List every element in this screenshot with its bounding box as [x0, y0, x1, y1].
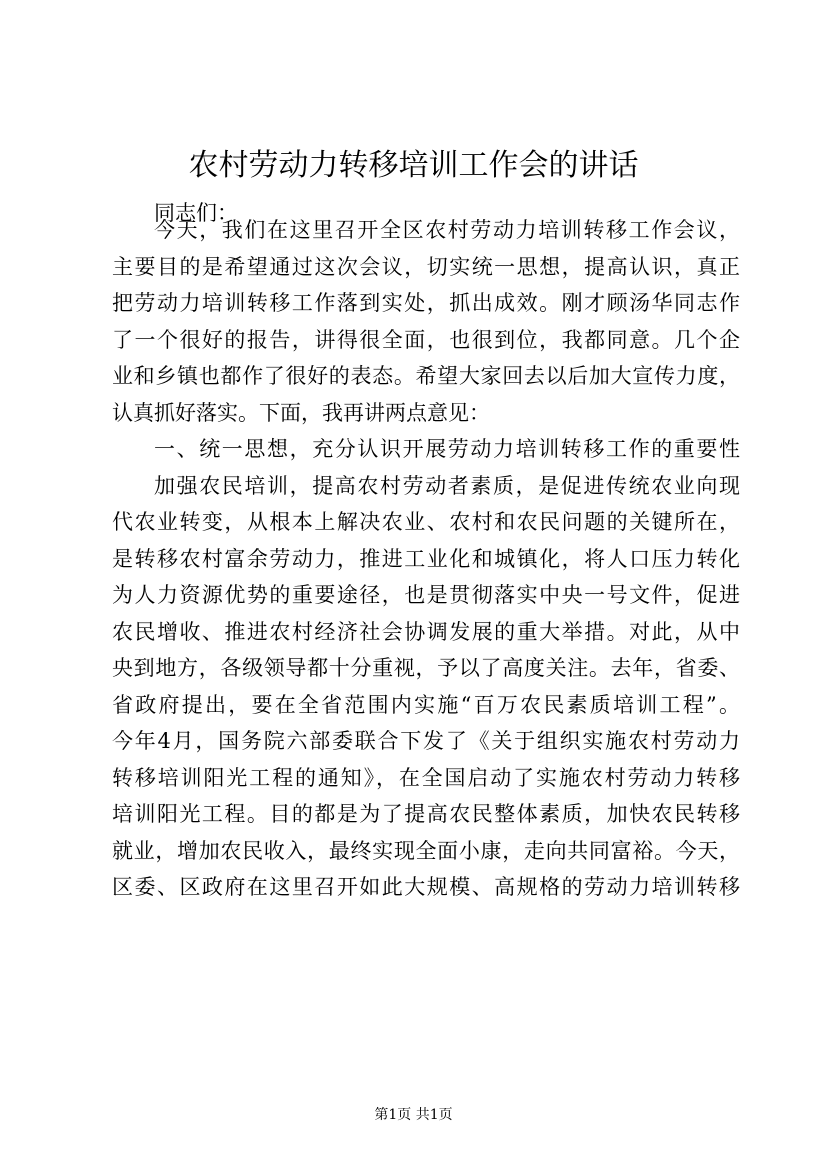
paragraph-2-line-7: 省政府提出，要在全省范围内实施“百万农民素质培训工程”。: [112, 693, 740, 717]
greeting-line: 同志们：: [154, 201, 238, 225]
paragraph-1-line-3: 把劳动力培训转移工作落到实处，抓出成效。刚才顾汤华同志作: [112, 291, 740, 315]
paragraph-1-line-2: 主要目的是希望通过这次会议，切实统一思想，提高认识，真正: [112, 255, 740, 279]
page-number-footer: 第1页 共1页: [374, 1107, 453, 1123]
document-title: 农村劳动力转移培训工作会的讲话: [188, 148, 639, 183]
paragraph-2-line-6: 央到地方，各级领导都十分重视，予以了高度关注。去年，省委、: [112, 656, 740, 680]
paragraph-1-line-6: 认真抓好落实。下面，我再讲两点意见：: [112, 401, 490, 425]
paragraph-2-line-9: 转移培训阳光工程的通知》，在全国启动了实施农村劳动力转移: [112, 766, 740, 790]
paragraph-2-line-12: 区委、区政府在这里召开如此大规模、高规格的劳动力培训转移: [112, 875, 740, 899]
paragraph-2-line-4: 为人力资源优势的重要途径，也是贯彻落实中央一号文件，促进: [112, 583, 740, 607]
paragraph-2-line-10: 培训阳光工程。目的都是为了提高农民整体素质，加快农民转移: [112, 802, 740, 826]
section-heading-1: 一、统一思想，充分认识开展劳动力培训转移工作的重要性: [154, 437, 740, 461]
paragraph-2-line-5: 农民增收、推进农村经济社会协调发展的重大举措。对此，从中: [112, 620, 740, 644]
paragraph-1-line-1: 今天，我们在这里召开全区农村劳动力培训转移工作会议，: [154, 218, 740, 242]
paragraph-1-line-5: 业和乡镇也都作了很好的表态。希望大家回去以后加大宣传力度，: [112, 364, 740, 388]
paragraph-1-line-4: 了一个很好的报告，讲得很全面，也很到位，我都同意。几个企: [112, 328, 740, 352]
paragraph-2-line-11: 就业，增加农民收入，最终实现全面小康，走向共同富裕。今天，: [112, 839, 740, 863]
paragraph-2-line-8: 今年4月，国务院六部委联合下发了《关于组织实施农村劳动力: [112, 729, 740, 753]
paragraph-2-line-3: 是转移农村富余劳动力，推进工业化和城镇化，将人口压力转化: [112, 547, 740, 571]
paragraph-2-line-2: 代农业转变，从根本上解决农业、农村和农民问题的关键所在，: [112, 510, 740, 534]
paragraph-2-line-1: 加强农民培训，提高农村劳动者素质，是促进传统农业向现: [154, 474, 740, 498]
